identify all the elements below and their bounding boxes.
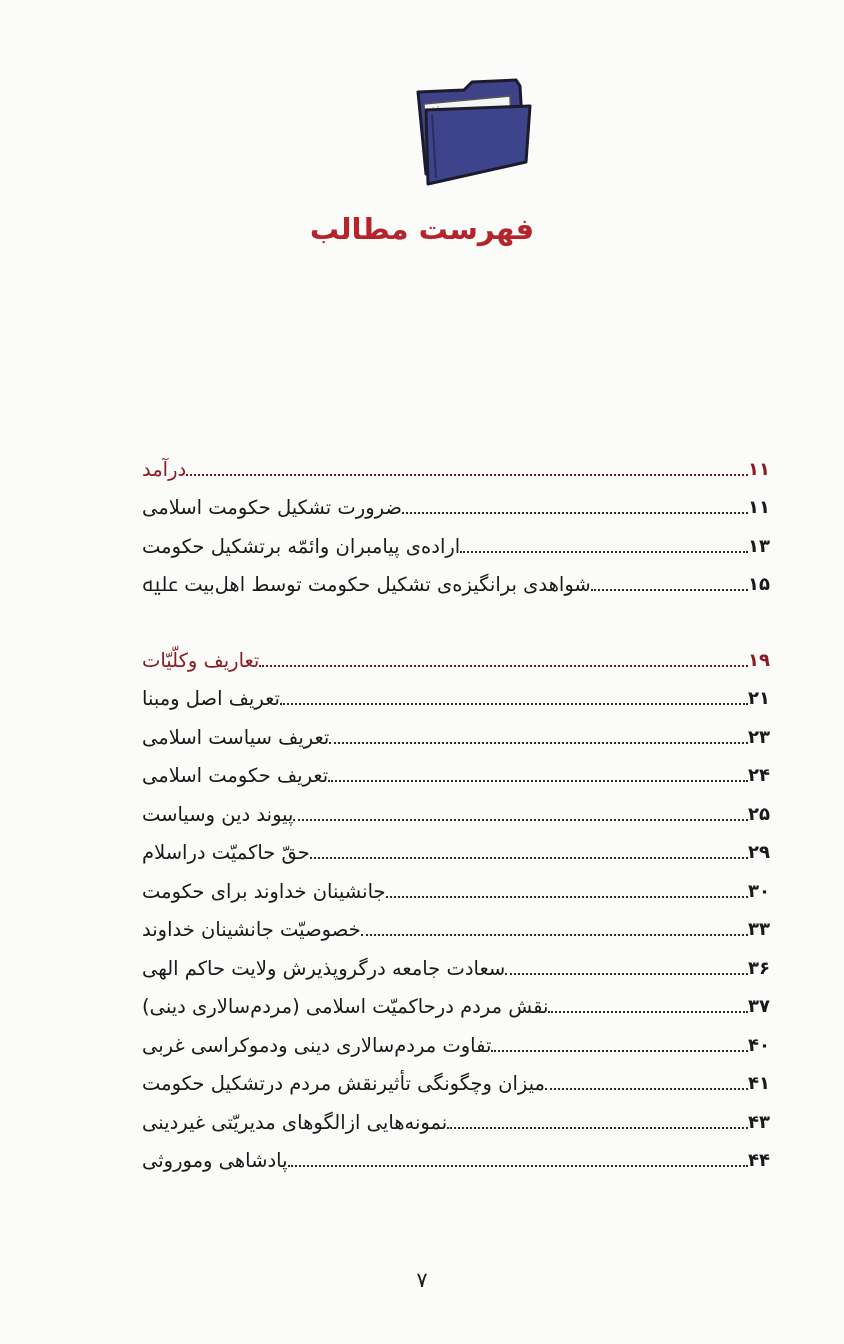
toc-page-number: ۴۰ xyxy=(748,1034,770,1056)
toc-entry[interactable] xyxy=(134,676,790,715)
toc-entry-label: تعریف حکومت اسلامی xyxy=(142,764,329,787)
toc-page-number: ۲۳ xyxy=(748,726,770,748)
toc-entry[interactable] xyxy=(134,523,790,562)
toc-entry[interactable] xyxy=(134,830,790,869)
toc-entry[interactable] xyxy=(134,984,790,1023)
toc-page-number: ۴۴ xyxy=(748,1150,770,1171)
dot-leader xyxy=(328,780,748,782)
dot-leader xyxy=(491,1050,748,1052)
dot-leader xyxy=(591,589,748,591)
dot-leader xyxy=(280,703,748,705)
toc-entry[interactable] xyxy=(134,1061,790,1100)
dot-leader xyxy=(545,1088,748,1090)
toc-entry[interactable] xyxy=(134,1138,790,1177)
toc-page-number: ۳۷ xyxy=(748,996,770,1017)
toc-entry-label: نقش مردم درحاکمیّت اسلامی (مردم‌سالاری دینی) xyxy=(142,995,549,1018)
toc-page-number: ۳۰ xyxy=(748,880,770,902)
toc-page-number: ۱۱ xyxy=(748,497,770,518)
toc-page-number: ۴۳ xyxy=(748,1111,770,1133)
toc-entry-label: تعریف سیاست اسلامی xyxy=(142,725,330,749)
toc-entry[interactable] xyxy=(134,753,790,792)
toc-page-number: ۲۵ xyxy=(748,803,770,825)
toc-heading-label: تعاریف وکلّیّات xyxy=(142,648,260,672)
toc-page-number: ۳۶ xyxy=(748,957,770,979)
toc-entry-label: نمونه‌هایی ازالگوهای مدیریّتی غیردینی xyxy=(142,1110,448,1134)
table-of-contents xyxy=(134,446,790,1176)
dot-leader xyxy=(460,551,748,553)
toc-entry[interactable] xyxy=(134,868,790,907)
toc-page-number: ۲۹ xyxy=(748,842,770,863)
toc-entry-label: اراده‌ی پیامبران وائمّه برتشکیل حکومت xyxy=(142,534,461,558)
toc-entry[interactable] xyxy=(134,907,790,946)
toc-entry-label: پیوند دین وسیاست xyxy=(142,802,294,826)
dot-leader xyxy=(329,742,748,744)
toc-page-number: ۲۴ xyxy=(748,765,770,786)
toc-entry-label: تفاوت مردم‌سالاری دینی ودموکراسی غربی xyxy=(142,1033,492,1057)
toc-entry-label: خصوصیّت جانشینان خداوند xyxy=(142,918,361,941)
page-number: ۷ xyxy=(416,1268,428,1292)
toc-entry-label: میزان وچگونگی تأثیرنقش مردم درتشکیل حکومت xyxy=(142,1072,545,1095)
toc-entry[interactable] xyxy=(134,714,790,753)
toc-entry[interactable] xyxy=(134,1099,790,1138)
toc-entry[interactable] xyxy=(134,1022,790,1061)
toc-page-number: ۱۱ xyxy=(748,458,770,480)
toc-section-heading[interactable] xyxy=(134,446,790,485)
toc-entry-label: ضرورت تشکیل حکومت اسلامی xyxy=(142,496,402,519)
dot-leader xyxy=(505,973,748,975)
toc-page-number: ۳۳ xyxy=(748,919,770,940)
dot-leader xyxy=(361,934,748,936)
dot-leader xyxy=(402,512,748,514)
toc-entry-label: سعادت جامعه درگروپذیرش ولایت حاکم الهی xyxy=(142,956,506,980)
dot-leader xyxy=(288,1165,748,1167)
toc-entry[interactable] xyxy=(134,562,790,601)
folder-icon xyxy=(412,78,536,188)
toc-page-number: ۱۳ xyxy=(748,535,770,557)
toc-entry[interactable] xyxy=(134,791,790,830)
toc-entry-label: حقّ حاکمیّت دراسلام xyxy=(142,841,310,864)
toc-entry-label: تعریف اصل ومبنا xyxy=(142,687,280,710)
dot-leader xyxy=(310,857,748,859)
section-spacer xyxy=(134,600,790,637)
toc-page-number: ۱۵ xyxy=(748,574,770,595)
toc-page-number: ۲۱ xyxy=(748,688,770,709)
toc-entry-label: جانشینان خداوند برای حکومت xyxy=(142,879,386,903)
toc-heading-label: درآمد xyxy=(142,457,187,481)
dot-leader xyxy=(447,1127,748,1129)
dot-leader xyxy=(186,474,748,476)
toc-entry-label: شواهدی برانگیزه‌ی تشکیل حکومت توسط اهل‌بیت ﷷ xyxy=(142,573,591,596)
toc-page-number: ۱۹ xyxy=(748,649,770,671)
toc-entry[interactable] xyxy=(134,945,790,984)
dot-leader xyxy=(386,896,748,898)
dot-leader xyxy=(259,665,748,667)
dot-leader xyxy=(293,819,748,821)
toc-page-number: ۴۱ xyxy=(748,1073,770,1094)
dot-leader xyxy=(548,1011,748,1013)
toc-section-heading[interactable] xyxy=(134,637,790,676)
page-title: فهرست مطالب xyxy=(309,212,535,246)
toc-entry[interactable] xyxy=(134,485,790,524)
toc-entry-label: پادشاهی وموروثی xyxy=(142,1149,288,1172)
